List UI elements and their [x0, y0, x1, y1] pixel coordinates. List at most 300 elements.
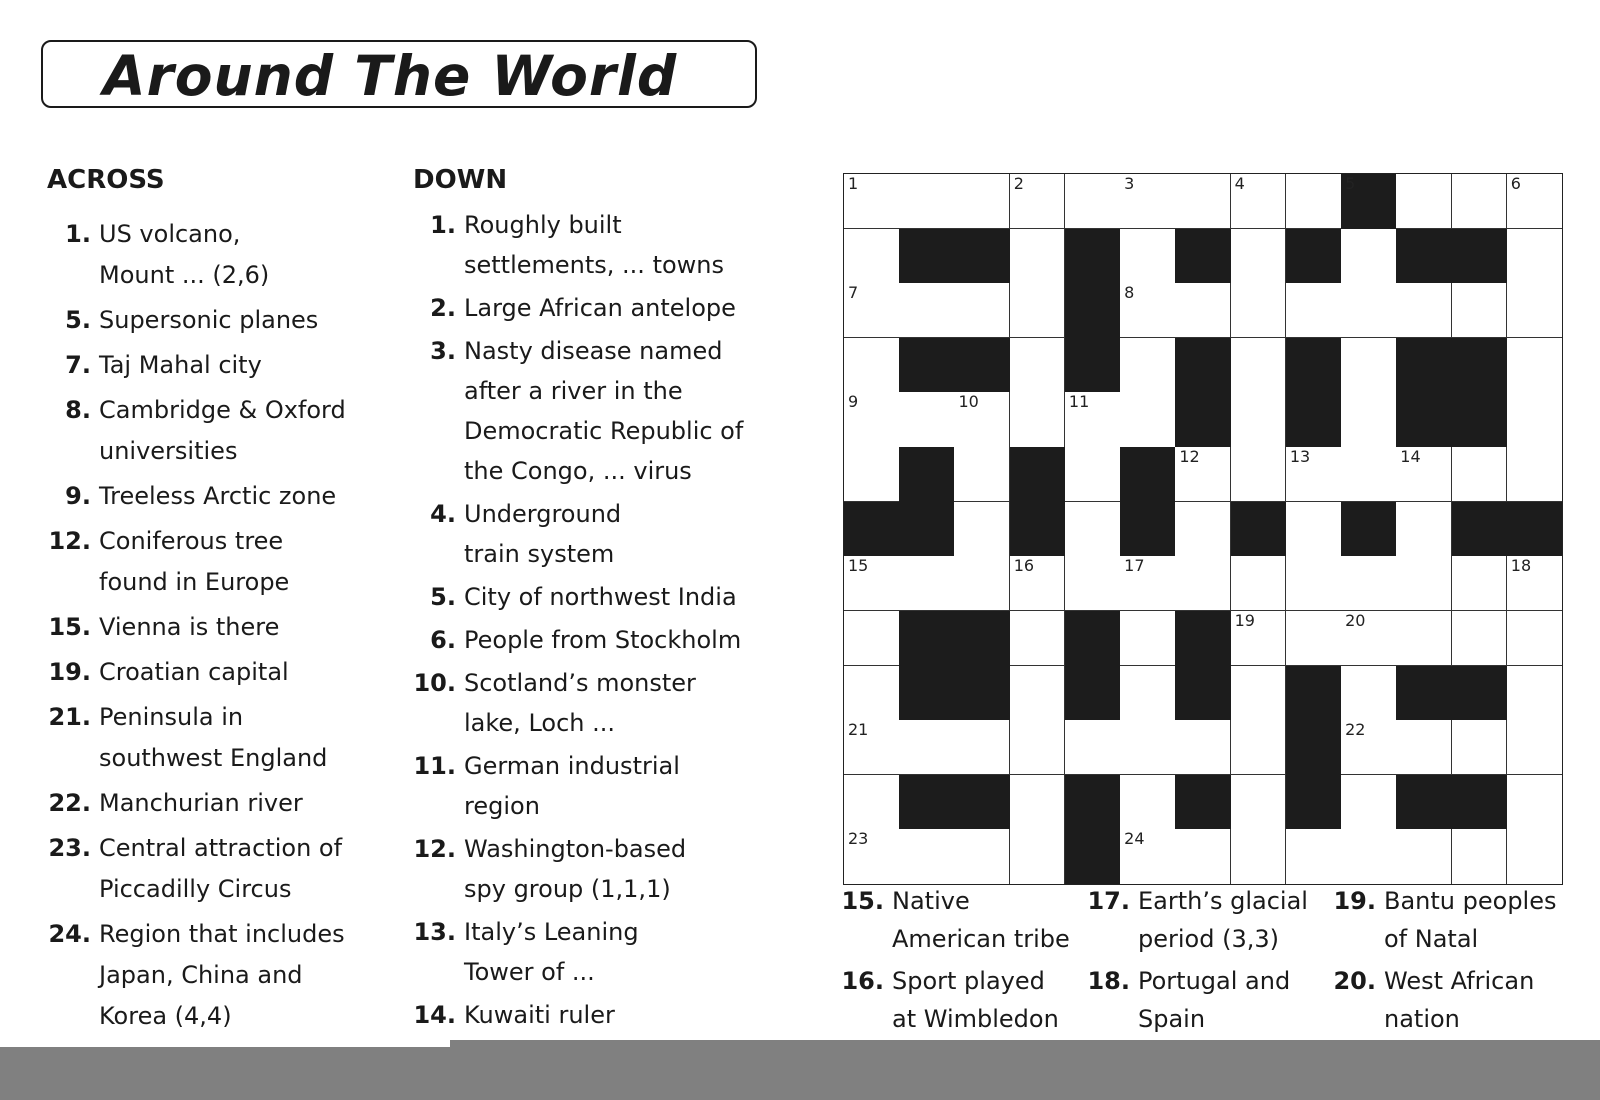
- clue-item: [430, 577, 737, 617]
- grid-cell[interactable]: [1286, 174, 1342, 229]
- clue-item: [65, 390, 346, 472]
- grid-cell[interactable]: [1120, 556, 1176, 611]
- clue-item: [430, 288, 736, 328]
- grid-cell[interactable]: [1231, 829, 1287, 884]
- grid-cell[interactable]: [1452, 283, 1508, 338]
- grid-cell[interactable]: [1507, 556, 1562, 611]
- grid-cell[interactable]: [1231, 611, 1287, 666]
- clue-number: 11.: [413, 752, 456, 780]
- clue-number: 7.: [65, 351, 91, 379]
- grid-cell[interactable]: [844, 611, 900, 666]
- grid-cell[interactable]: [899, 283, 955, 338]
- black-square: [1175, 775, 1231, 830]
- clue-item: [413, 663, 696, 743]
- grid-cell[interactable]: [1396, 502, 1452, 557]
- cell-number: 23: [848, 829, 869, 849]
- grid-cell[interactable]: [1452, 720, 1508, 775]
- clue-number: 15.: [48, 613, 91, 641]
- grid-cell[interactable]: [1286, 556, 1342, 611]
- grid-cell[interactable]: [1175, 502, 1231, 557]
- cell-number: 5: [1345, 174, 1356, 193]
- grid-cell[interactable]: [1452, 174, 1508, 229]
- clue-item: [413, 912, 639, 992]
- clue-item: [65, 300, 319, 341]
- clue-number: 14.: [413, 1001, 456, 1029]
- black-square: [1286, 392, 1342, 447]
- cell-number: 15: [848, 556, 869, 576]
- clue-text-line: found in Europe: [99, 568, 290, 596]
- clue-text-line: Croatian capital: [99, 658, 289, 686]
- grid-cell[interactable]: [844, 174, 900, 229]
- clue-text-line: Earth’s glacial: [1138, 887, 1308, 915]
- black-square: [1175, 666, 1231, 721]
- puzzle-title: Around The World: [103, 44, 678, 108]
- grid-cell[interactable]: [844, 666, 900, 721]
- black-square: [1231, 502, 1287, 557]
- clue-text-line: Central attraction of: [99, 834, 343, 862]
- grid-cell[interactable]: [844, 392, 900, 447]
- grid-cell[interactable]: [899, 174, 955, 229]
- clue-number: 21.: [48, 703, 91, 731]
- grid-cell[interactable]: [1507, 392, 1562, 447]
- black-square: [1452, 502, 1508, 557]
- grid-cell[interactable]: [1396, 447, 1452, 502]
- grid-cell[interactable]: [844, 775, 900, 830]
- black-square: [1396, 775, 1452, 830]
- clue-text-line: Democratic Republic of: [464, 417, 744, 445]
- black-square: [1175, 229, 1231, 284]
- grid-cell[interactable]: [1231, 174, 1287, 229]
- cell-number: 18: [1510, 556, 1532, 576]
- clue-text-line: after a river in the: [464, 377, 683, 405]
- grid-cell[interactable]: [954, 720, 1010, 775]
- black-square: [954, 666, 1010, 721]
- grid-cell[interactable]: [954, 392, 1010, 447]
- grid-cell[interactable]: [1231, 392, 1287, 447]
- grid-cell[interactable]: [1341, 392, 1397, 447]
- grid-cell[interactable]: [1120, 174, 1176, 229]
- black-square: [1010, 502, 1066, 557]
- grid-cell[interactable]: [1231, 720, 1287, 775]
- clue-text-line: Manchurian river: [99, 789, 303, 817]
- grid-cell[interactable]: [1452, 829, 1508, 884]
- grid-cell[interactable]: [1507, 775, 1562, 830]
- grid-cell[interactable]: [1286, 447, 1342, 502]
- clue-text-line: nation: [1384, 1005, 1460, 1033]
- black-square: [1341, 502, 1397, 557]
- grid-cell[interactable]: [1010, 556, 1066, 611]
- grid-cell[interactable]: [1396, 174, 1452, 229]
- clue-text-line: West African: [1384, 967, 1535, 995]
- grid-cell[interactable]: [1341, 611, 1397, 666]
- clue-text-line: at Wimbledon: [892, 1005, 1059, 1033]
- clue-number: 2.: [430, 294, 456, 322]
- black-square: [1065, 338, 1121, 393]
- clue-item: [1087, 962, 1291, 1038]
- clue-text-line: US volcano,: [99, 220, 241, 248]
- clue-text-line: Native: [892, 887, 970, 915]
- clue-text-line: Washington-based: [464, 835, 687, 863]
- grid-cell[interactable]: [1231, 666, 1287, 721]
- title-box: [41, 40, 757, 108]
- clue-text-line: Roughly built: [464, 211, 622, 239]
- grid-cell[interactable]: [1120, 829, 1176, 884]
- grid-cell[interactable]: [1175, 720, 1231, 775]
- grid-cell[interactable]: [1452, 556, 1508, 611]
- clue-text-line: Italy’s Leaning: [464, 918, 639, 946]
- black-square: [1065, 283, 1121, 338]
- clue-number: 12.: [413, 835, 456, 863]
- grid-cell[interactable]: [1231, 447, 1287, 502]
- grid-cell[interactable]: [1507, 720, 1562, 775]
- black-square: [1396, 229, 1452, 284]
- clue-item: [841, 882, 1070, 958]
- clue-number: 18.: [1087, 967, 1130, 995]
- cell-number: 24: [1124, 829, 1145, 849]
- clue-text-line: of Natal: [1384, 925, 1479, 953]
- clue-item: [1087, 882, 1308, 958]
- grid-cell[interactable]: [1396, 829, 1452, 884]
- clue-text-line: the Congo, ... virus: [464, 457, 692, 485]
- black-square: [1120, 447, 1176, 502]
- clue-text-line: Underground: [464, 500, 622, 528]
- clue-item: [65, 476, 337, 517]
- clue-number: 9.: [65, 482, 91, 510]
- grid-cell[interactable]: [1507, 666, 1562, 721]
- grid-cell[interactable]: [844, 229, 900, 284]
- grid-cell[interactable]: [1396, 611, 1452, 666]
- black-square: [1286, 338, 1342, 393]
- grid-cell[interactable]: [1231, 283, 1287, 338]
- grid-cell[interactable]: [844, 447, 900, 502]
- grid-cell[interactable]: [1010, 720, 1066, 775]
- grid-cell[interactable]: [954, 556, 1010, 611]
- grid-cell[interactable]: [1120, 611, 1176, 666]
- grid-cell[interactable]: [1231, 229, 1287, 284]
- clue-item: [1333, 962, 1535, 1038]
- cell-number: 16: [1013, 556, 1035, 576]
- clue-number: 12.: [48, 527, 91, 555]
- cell-number: 14: [1400, 447, 1421, 467]
- clue-number: 24.: [48, 920, 91, 948]
- grid-cell[interactable]: [1396, 720, 1452, 775]
- black-square: [1507, 502, 1562, 557]
- grid-cell[interactable]: [1452, 611, 1508, 666]
- clue-item: [65, 345, 262, 386]
- grid-cell[interactable]: [954, 283, 1010, 338]
- black-square: [954, 611, 1010, 666]
- grid-cell[interactable]: [1010, 174, 1066, 229]
- grid-cell[interactable]: [1341, 283, 1397, 338]
- clue-number: 23.: [48, 834, 91, 862]
- grid-cell[interactable]: [1010, 338, 1066, 393]
- grid-cell[interactable]: [954, 447, 1010, 502]
- clue-text-line: Mount ... (2,6): [99, 261, 270, 289]
- clue-number: 20.: [1333, 967, 1376, 995]
- cell-number: 9: [848, 392, 859, 412]
- clue-number: 16.: [841, 967, 884, 995]
- cell-number: 19: [1234, 610, 1255, 630]
- grid-cell[interactable]: [1507, 829, 1562, 884]
- clue-number: 1.: [430, 211, 456, 239]
- cell-number: 11: [1068, 392, 1090, 412]
- grid-cell[interactable]: [1010, 829, 1066, 884]
- black-square: [1065, 775, 1121, 830]
- grid-cell[interactable]: [844, 283, 900, 338]
- grid-cell[interactable]: [1396, 283, 1452, 338]
- grid-cell[interactable]: [844, 338, 900, 393]
- grid-cell[interactable]: [844, 829, 900, 884]
- grid-cell[interactable]: [1065, 720, 1121, 775]
- grid-cell[interactable]: [1286, 611, 1342, 666]
- black-square: [1341, 174, 1397, 229]
- grid-cell[interactable]: [1120, 775, 1176, 830]
- cell-number: 2: [1013, 174, 1024, 193]
- clue-text-line: Taj Mahal city: [99, 351, 262, 379]
- clue-item: [48, 697, 328, 779]
- clue-number: 15.: [841, 887, 884, 915]
- grid-cell[interactable]: [1065, 447, 1121, 502]
- cell-number: 10: [958, 392, 979, 412]
- crossword-grid: [843, 173, 1563, 885]
- clue-text-line: universities: [99, 437, 238, 465]
- black-square: [1065, 229, 1121, 284]
- cell-number: 17: [1124, 556, 1145, 576]
- cell-number: 21: [848, 720, 869, 740]
- clue-number: 3.: [430, 337, 456, 365]
- grid-cell[interactable]: [1341, 556, 1397, 611]
- black-square: [1286, 229, 1342, 284]
- clue-number: 1.: [65, 220, 91, 248]
- grid-cell[interactable]: [844, 556, 900, 611]
- black-square: [899, 666, 955, 721]
- grid-cell[interactable]: [1120, 283, 1176, 338]
- grid-cell[interactable]: [899, 720, 955, 775]
- clue-item: [48, 783, 303, 824]
- grid-cell[interactable]: [1120, 666, 1176, 721]
- grid-cell[interactable]: [954, 829, 1010, 884]
- grid-cell[interactable]: [1010, 775, 1066, 830]
- clue-text-line: City of northwest India: [464, 583, 737, 611]
- black-square: [1286, 666, 1342, 721]
- grid-cell[interactable]: [1396, 556, 1452, 611]
- grid-cell[interactable]: [1507, 174, 1562, 229]
- clue-text-line: Sport played: [892, 967, 1045, 995]
- black-square: [1286, 720, 1342, 775]
- black-square: [899, 502, 955, 557]
- grid-cell[interactable]: [1120, 720, 1176, 775]
- grid-cell[interactable]: [1065, 174, 1121, 229]
- grid-cell[interactable]: [1286, 502, 1342, 557]
- clue-number: 6.: [430, 626, 456, 654]
- clue-text-line: Region that includes: [99, 920, 345, 948]
- grid-cell[interactable]: [899, 392, 955, 447]
- clue-number: 19.: [48, 658, 91, 686]
- cell-number: 13: [1289, 447, 1311, 467]
- clue-text-line: Nasty disease named: [464, 337, 723, 365]
- black-square: [1010, 447, 1066, 502]
- footer-bar: [0, 1047, 1600, 1100]
- clue-text-line: region: [464, 792, 540, 820]
- cell-number: 7: [848, 283, 859, 303]
- grid-cell[interactable]: [1341, 829, 1397, 884]
- grid-cell[interactable]: [1120, 229, 1176, 284]
- clue-text-line: Korea (4,4): [99, 1002, 232, 1030]
- clue-item: [48, 652, 289, 693]
- clue-item: [1333, 882, 1557, 958]
- grid-cell[interactable]: [1507, 283, 1562, 338]
- cell-number: 22: [1345, 720, 1366, 740]
- grid-cell[interactable]: [1286, 829, 1342, 884]
- grid-cell[interactable]: [1341, 666, 1397, 721]
- black-square: [1175, 338, 1231, 393]
- grid-cell[interactable]: [1065, 502, 1121, 557]
- black-square: [1286, 775, 1342, 830]
- grid-cell[interactable]: [1507, 447, 1562, 502]
- grid-cell[interactable]: [1010, 229, 1066, 284]
- black-square: [954, 338, 1010, 393]
- black-square: [1175, 611, 1231, 666]
- clue-number: 5.: [430, 583, 456, 611]
- grid-cell[interactable]: [1452, 447, 1508, 502]
- grid-cell[interactable]: [1175, 556, 1231, 611]
- clue-item: [65, 214, 270, 296]
- grid-cell[interactable]: [954, 174, 1010, 229]
- black-square: [899, 611, 955, 666]
- grid-cell[interactable]: [1065, 556, 1121, 611]
- grid-cell[interactable]: [1010, 611, 1066, 666]
- grid-cell[interactable]: [844, 720, 900, 775]
- grid-cell[interactable]: [1120, 338, 1176, 393]
- cell-number: 12: [1179, 447, 1200, 467]
- clue-number: 5.: [65, 306, 91, 334]
- clue-text-line: Piccadilly Circus: [99, 875, 292, 903]
- grid-cell[interactable]: [1507, 229, 1562, 284]
- grid-cell[interactable]: [1286, 283, 1342, 338]
- clue-text-line: Peninsula in: [99, 703, 244, 731]
- grid-cell[interactable]: [1231, 338, 1287, 393]
- black-square: [1452, 666, 1508, 721]
- clue-item: [430, 620, 742, 660]
- black-square: [844, 502, 900, 557]
- clue-item: [841, 962, 1059, 1038]
- clue-text-line: German industrial: [464, 752, 680, 780]
- black-square: [1175, 392, 1231, 447]
- grid-cell[interactable]: [1010, 283, 1066, 338]
- clue-item: [48, 914, 345, 1037]
- grid-cell[interactable]: [1231, 556, 1287, 611]
- cell-number: 6: [1510, 174, 1521, 193]
- clue-text-line: People from Stockholm: [464, 626, 742, 654]
- black-square: [1452, 392, 1508, 447]
- black-square: [954, 229, 1010, 284]
- grid-cell[interactable]: [1341, 720, 1397, 775]
- grid-cell[interactable]: [1175, 283, 1231, 338]
- clue-number: 4.: [430, 500, 456, 528]
- black-square: [1065, 666, 1121, 721]
- grid-cell[interactable]: [1010, 666, 1066, 721]
- clue-text-line: lake, Loch ...: [464, 709, 615, 737]
- black-square: [899, 775, 955, 830]
- clue-number: 13.: [413, 918, 456, 946]
- clue-text-line: Bantu peoples: [1384, 887, 1557, 915]
- clue-item: [48, 607, 280, 648]
- clue-text-line: Vienna is there: [99, 613, 280, 641]
- clue-text-line: Tower of ...: [464, 958, 595, 986]
- grid-cell[interactable]: [1231, 775, 1287, 830]
- clue-text-line: settlements, ... towns: [464, 251, 725, 279]
- clue-text-line: southwest England: [99, 744, 328, 772]
- cell-number: 3: [1124, 174, 1135, 193]
- black-square: [1065, 829, 1121, 884]
- grid-cell[interactable]: [1010, 392, 1066, 447]
- clue-item: [430, 205, 725, 285]
- clue-item: [413, 746, 680, 826]
- black-square: [1065, 611, 1121, 666]
- grid-cell[interactable]: [1341, 229, 1397, 284]
- black-square: [1120, 502, 1176, 557]
- black-square: [899, 447, 955, 502]
- black-square: [1452, 338, 1508, 393]
- cell-number: 1: [848, 174, 859, 193]
- clue-text-line: period (3,3): [1138, 925, 1279, 953]
- clue-text-line: Japan, China and: [99, 961, 303, 989]
- grid-cell[interactable]: [1175, 174, 1231, 229]
- grid-cell[interactable]: [899, 829, 955, 884]
- grid-cell[interactable]: [1065, 392, 1121, 447]
- black-square: [1452, 229, 1508, 284]
- grid-cell[interactable]: [1341, 775, 1397, 830]
- cell-number: 8: [1124, 283, 1135, 303]
- clue-text-line: Supersonic planes: [99, 306, 319, 334]
- grid-cell[interactable]: [1341, 447, 1397, 502]
- black-square: [954, 775, 1010, 830]
- clue-text-line: Kuwaiti ruler: [464, 1001, 615, 1029]
- grid-cell[interactable]: [1507, 338, 1562, 393]
- black-square: [1396, 338, 1452, 393]
- clue-text-line: train system: [464, 540, 615, 568]
- grid-cell[interactable]: [1341, 338, 1397, 393]
- clue-text-line: spy group (1,1,1): [464, 875, 671, 903]
- grid-cell[interactable]: [1507, 611, 1562, 666]
- clue-text-line: Portugal and: [1138, 967, 1291, 995]
- grid-cell[interactable]: [899, 556, 955, 611]
- clue-item: [413, 995, 615, 1035]
- cell-number: 4: [1234, 174, 1245, 193]
- black-square: [899, 338, 955, 393]
- clue-number: 17.: [1087, 887, 1130, 915]
- grid-cell[interactable]: [954, 502, 1010, 557]
- clue-text-line: Large African antelope: [464, 294, 736, 322]
- cell-number: 20: [1345, 610, 1366, 630]
- clue-number: 22.: [48, 789, 91, 817]
- clue-number: 10.: [413, 669, 456, 697]
- clue-item: [48, 828, 343, 910]
- clue-item: [430, 331, 744, 491]
- black-square: [1396, 666, 1452, 721]
- clue-number: 8.: [65, 396, 91, 424]
- black-square: [899, 229, 955, 284]
- grid-cell[interactable]: [1175, 829, 1231, 884]
- clue-text-line: Scotland’s monster: [464, 669, 696, 697]
- clue-text-line: American tribe: [892, 925, 1070, 953]
- clue-number: 19.: [1333, 887, 1376, 915]
- clue-item: [48, 521, 290, 603]
- clue-text-line: Treeless Arctic zone: [99, 482, 337, 510]
- clue-text-line: Spain: [1138, 1005, 1206, 1033]
- grid-cell[interactable]: [1120, 392, 1176, 447]
- grid-cell[interactable]: [1175, 447, 1231, 502]
